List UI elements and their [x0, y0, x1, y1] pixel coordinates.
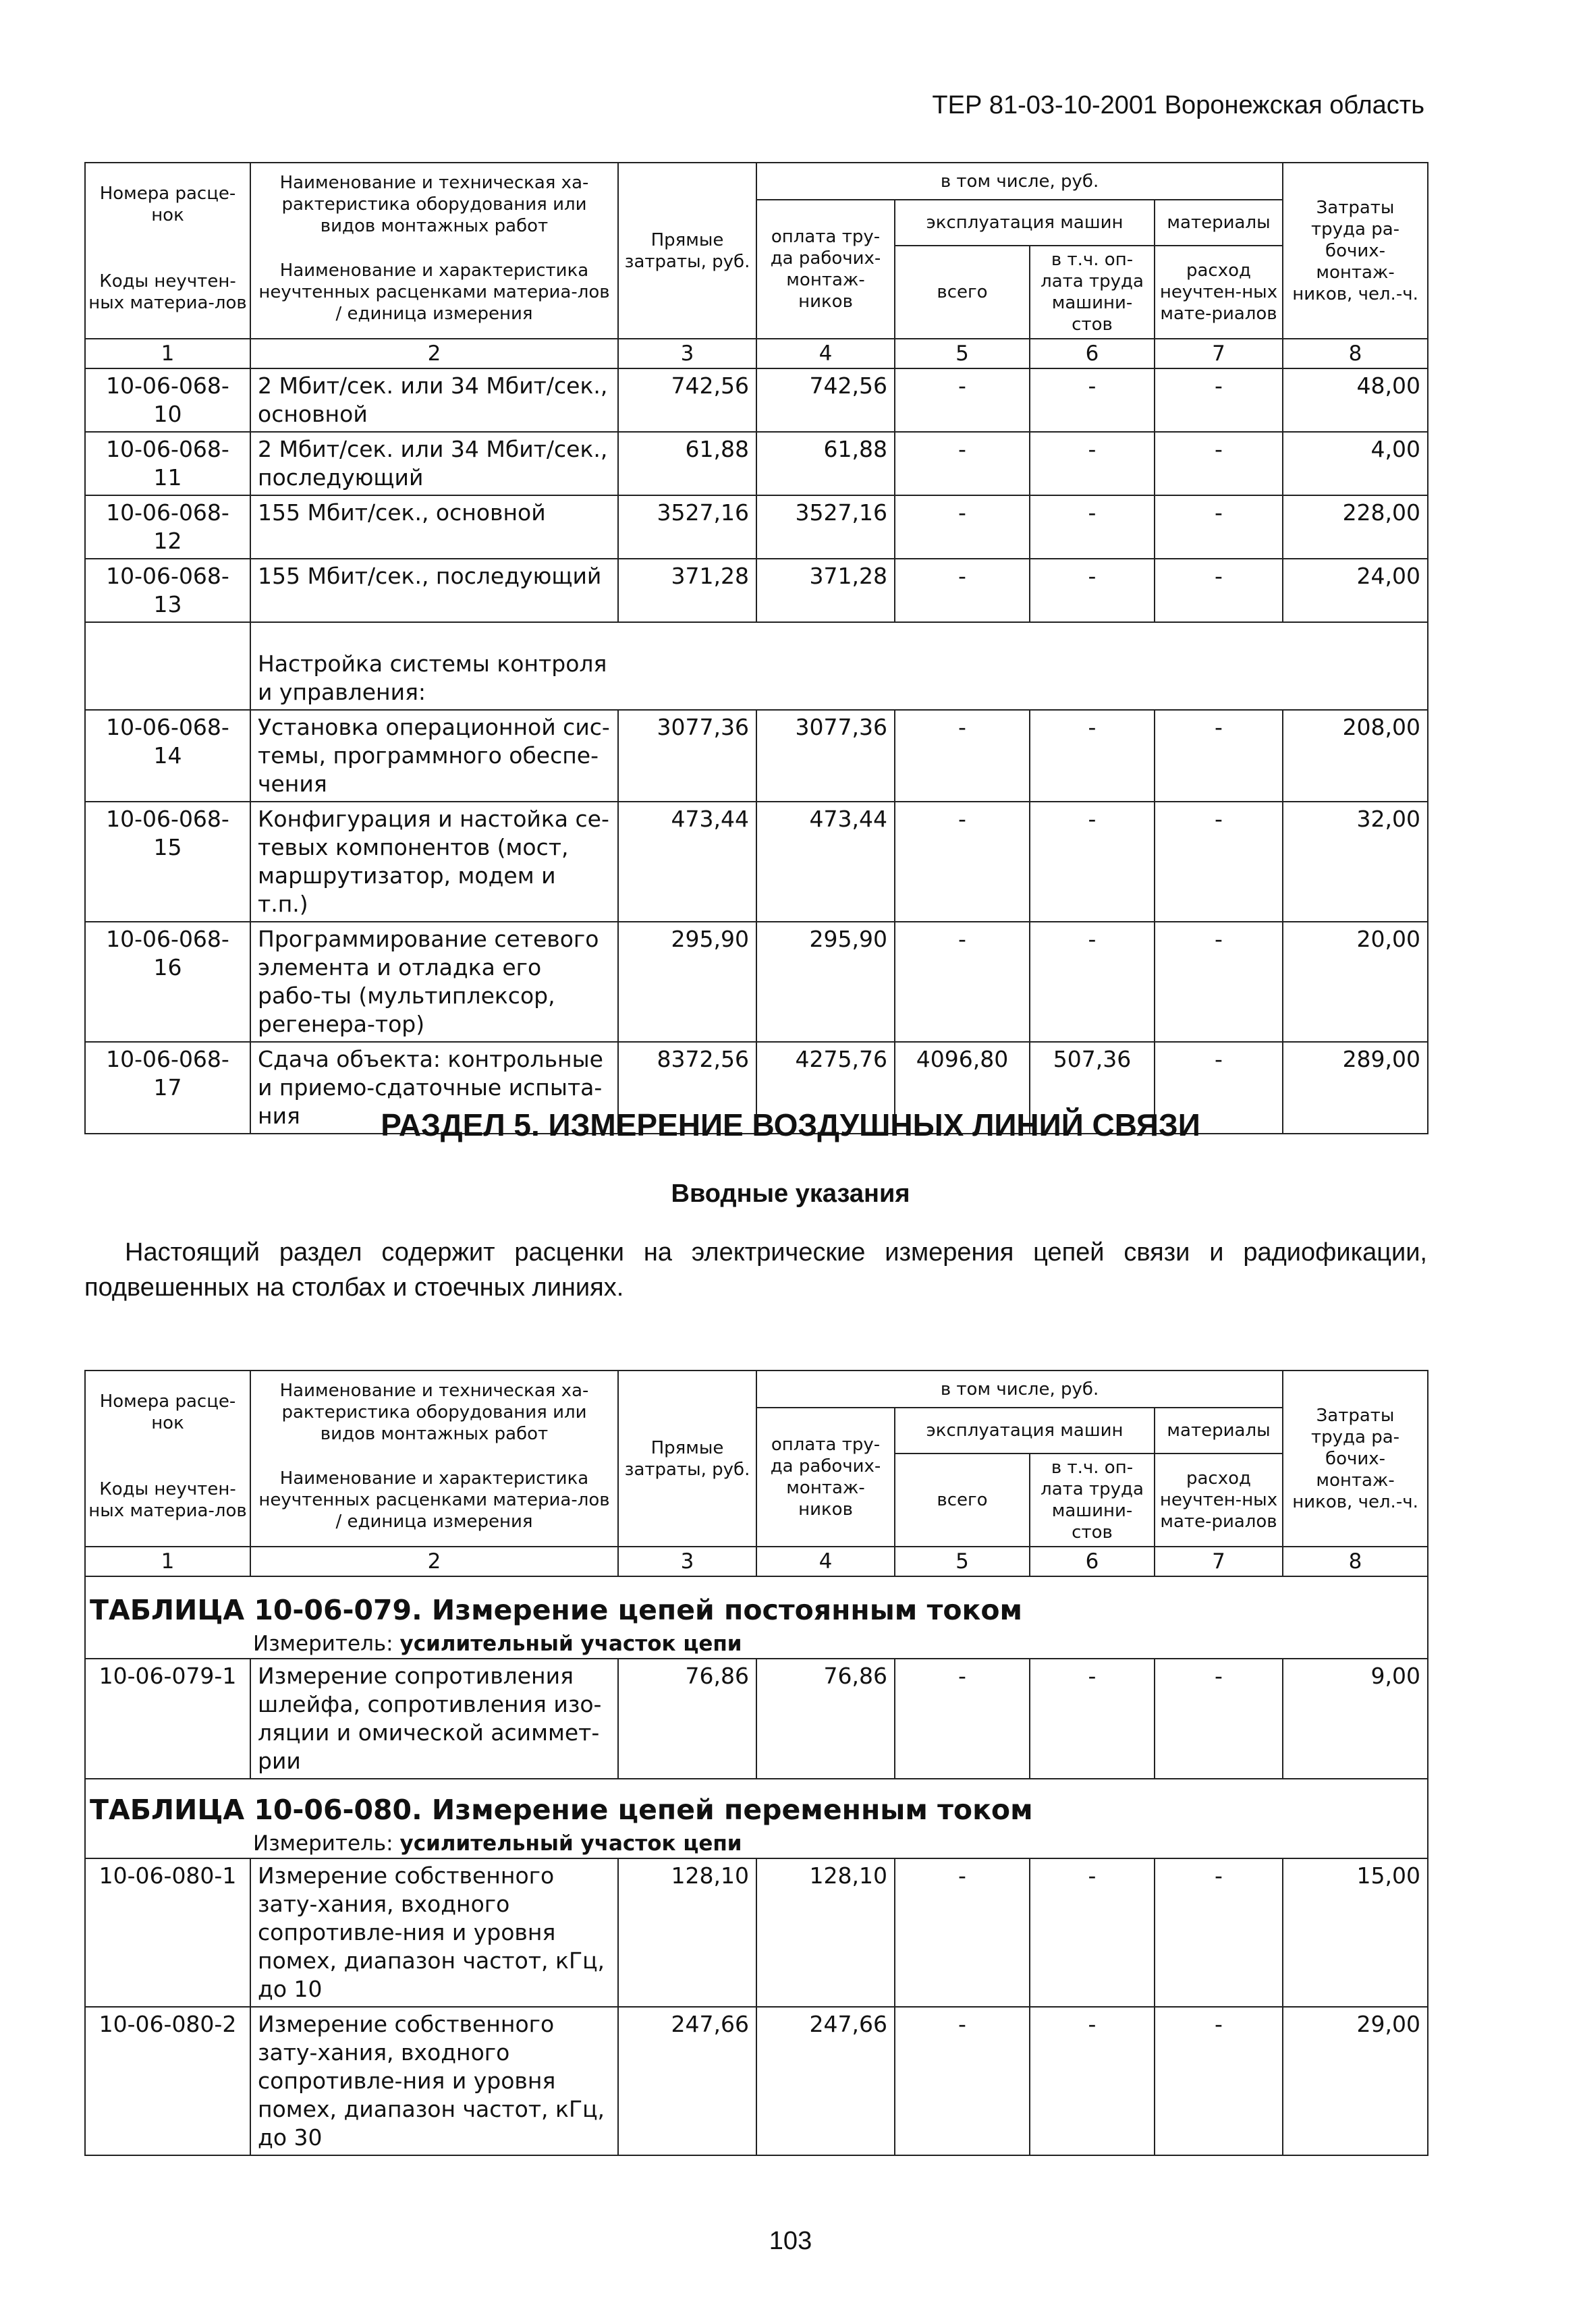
rate-name-cell: Измерение собственного зату-хания, входного сопротивле-ния и уровня помех, диапазон частот, кГц, до 10	[250, 1858, 618, 2007]
labor-cost-cell: 3077,36	[756, 710, 895, 802]
header-col5: всего	[895, 1454, 1030, 1547]
table-row	[85, 2007, 1428, 2155]
table1-rows-a	[85, 368, 1428, 622]
labor-cost-cell: 128,10	[756, 1858, 895, 2007]
direct-cost-cell: 3527,16	[618, 495, 756, 559]
header-col1-top: Номера расце-нок	[85, 163, 250, 246]
rate-name-cell: Конфигурация и настойка се-тевых компонентов (мост, маршрутизатор, модем и т.п.)	[250, 802, 618, 922]
machinists-cost-cell: -	[1030, 710, 1155, 802]
direct-cost-cell: 128,10	[618, 1858, 756, 2007]
header-col6: в т.ч. оп-лата труда машини-стов	[1030, 246, 1155, 339]
labor-hours-cell: 29,00	[1283, 2007, 1428, 2155]
materials-cost-cell: -	[1155, 2007, 1283, 2155]
rate-code-cell: 10-06-068-17	[85, 1042, 250, 1134]
machines-cost-cell: -	[895, 710, 1030, 802]
rates-table-1	[84, 162, 1429, 1134]
labor-hours-cell: 289,00	[1283, 1042, 1428, 1134]
meter-line	[85, 1628, 1428, 1659]
materials-cost-cell: -	[1155, 1659, 1283, 1779]
labor-hours-cell: 4,00	[1283, 432, 1428, 495]
header-col4: оплата тру-да рабочих-монтаж-ников	[756, 200, 895, 339]
machines-cost-cell: -	[895, 1659, 1030, 1779]
table-group-080	[85, 1779, 1428, 1858]
machinists-cost-cell: 507,36	[1030, 1042, 1155, 1134]
labor-cost-cell: 4275,76	[756, 1042, 895, 1134]
index-cell: 4	[756, 339, 895, 368]
header-col2-top: Наименование и техническая ха-рактеристика оборудования или видов монтажных работ	[250, 163, 618, 246]
meter-label: Измеритель:	[253, 1632, 393, 1656]
table2-group1-rows	[85, 1659, 1428, 1779]
machines-cost-cell: -	[895, 802, 1030, 922]
index-cell: 5	[895, 1547, 1030, 1576]
rate-name-cell: 155 Мбит/сек., основной	[250, 495, 618, 559]
machines-cost-cell: -	[895, 1858, 1030, 2007]
labor-cost-cell: 742,56	[756, 368, 895, 432]
rate-name-cell: Установка операционной сис-темы, программного обеспе-чения	[250, 710, 618, 802]
header-col3: Прямые затраты, руб.	[618, 163, 756, 339]
index-cell: 3	[618, 1547, 756, 1576]
rate-name-cell: Сдача объекта: контрольные и приемо-сдаточные испыта-ния	[250, 1042, 618, 1134]
index-row	[85, 339, 1428, 368]
machines-cost-cell: -	[895, 368, 1030, 432]
machinists-cost-cell: -	[1030, 559, 1155, 622]
rate-name-cell: 2 Мбит/сек. или 34 Мбит/сек., основной	[250, 368, 618, 432]
header-col7: расход неучтен-ных мате-риалов	[1155, 246, 1283, 339]
machinists-cost-cell: -	[1030, 2007, 1155, 2155]
labor-hours-cell: 48,00	[1283, 368, 1428, 432]
table2-group2-rows	[85, 1858, 1428, 2155]
labor-hours-cell: 24,00	[1283, 559, 1428, 622]
page-number: 103	[769, 2227, 812, 2255]
rate-code-cell: 10-06-068-12	[85, 495, 250, 559]
materials-cost-cell: -	[1155, 1042, 1283, 1134]
materials-cost-cell: -	[1155, 559, 1283, 622]
direct-cost-cell: 371,28	[618, 559, 756, 622]
rate-name-cell: 2 Мбит/сек. или 34 Мбит/сек., последующий	[250, 432, 618, 495]
table-row	[85, 1659, 1428, 1779]
section-title: РАЗДЕЛ 5. ИЗМЕРЕНИЕ ВОЗДУШНЫХ ЛИНИЙ СВЯЗИ	[381, 1107, 1200, 1142]
labor-cost-cell: 473,44	[756, 802, 895, 922]
labor-cost-cell: 247,66	[756, 2007, 895, 2155]
machines-cost-cell: 4096,80	[895, 1042, 1030, 1134]
table1-rows-b	[85, 710, 1428, 1134]
section-subtitle: Вводные указания	[671, 1180, 910, 1208]
index-cell: 8	[1283, 1547, 1428, 1576]
header-col1-bottom: Коды неучтен-ных материа-лов	[85, 246, 250, 339]
header-materials: материалы	[1155, 1408, 1283, 1454]
materials-cost-cell: -	[1155, 710, 1283, 802]
machines-cost-cell: -	[895, 559, 1030, 622]
index-cell: 2	[250, 1547, 618, 1576]
section-text: Настоящий раздел содержит расценки на электрические измерения цепей связи и радиофикации, подвешенных на столбах и стоечных линиях.	[84, 1238, 1427, 1302]
labor-hours-cell: 32,00	[1283, 802, 1428, 922]
header-col2-top: Наименование и техническая ха-рактеристика оборудования или видов монтажных работ	[250, 1371, 618, 1454]
machinists-cost-cell: -	[1030, 368, 1155, 432]
rate-code-cell: 10-06-080-1	[85, 1858, 250, 2007]
labor-cost-cell: 371,28	[756, 559, 895, 622]
labor-hours-cell: 9,00	[1283, 1659, 1428, 1779]
rate-code-cell: 10-06-079-1	[85, 1659, 250, 1779]
meter-label: Измеритель:	[253, 1831, 393, 1856]
rate-code-cell: 10-06-068-15	[85, 802, 250, 922]
rate-name-cell: Измерение сопротивления шлейфа, сопротивления изо-ляции и омической асиммет-рии	[250, 1659, 618, 1779]
machines-cost-cell: -	[895, 922, 1030, 1042]
machinists-cost-cell: -	[1030, 1659, 1155, 1779]
machines-cost-cell: -	[895, 495, 1030, 559]
table-row	[85, 432, 1428, 495]
index-cell: 7	[1155, 339, 1283, 368]
meter-line	[85, 1828, 1428, 1858]
header-col1-bottom: Коды неучтен-ных материа-лов	[85, 1454, 250, 1547]
header-col8: Затраты труда ра-бочих-монтаж-ников, чел.-ч.	[1283, 1371, 1428, 1547]
table-group-079	[85, 1576, 1428, 1659]
table-header	[85, 163, 1428, 368]
index-cell: 1	[85, 339, 250, 368]
header-col8: Затраты труда ра-бочих-монтаж-ников, чел.-ч.	[1283, 163, 1428, 339]
header-col2-bottom: Наименование и характеристика неучтенных расценками материа-лов / единица измерения	[250, 246, 618, 339]
labor-cost-cell: 3527,16	[756, 495, 895, 559]
rate-code-cell: 10-06-068-13	[85, 559, 250, 622]
direct-cost-cell: 3077,36	[618, 710, 756, 802]
header-col3: Прямые затраты, руб.	[618, 1371, 756, 1547]
rates-table-2	[84, 1370, 1429, 2156]
rate-code-cell: 10-06-068-11	[85, 432, 250, 495]
machinists-cost-cell: -	[1030, 802, 1155, 922]
rate-code-cell: 10-06-068-16	[85, 922, 250, 1042]
labor-cost-cell: 295,90	[756, 922, 895, 1042]
header-machines: эксплуатация машин	[895, 1408, 1155, 1454]
table-header	[85, 1371, 1428, 1576]
rate-name-cell: Измерение собственного зату-хания, входного сопротивле-ния и уровня помех, диапазон частот, кГц, до 30	[250, 2007, 618, 2155]
header-col2-bottom: Наименование и характеристика неучтенных расценками материа-лов / единица измерения	[250, 1454, 618, 1547]
materials-cost-cell: -	[1155, 802, 1283, 922]
running-header: ТЕР 81-03-10-2001 Воронежская область	[932, 91, 1424, 119]
machinists-cost-cell: -	[1030, 1858, 1155, 2007]
table-row	[85, 710, 1428, 802]
machines-cost-cell: -	[895, 2007, 1030, 2155]
table-row	[85, 922, 1428, 1042]
direct-cost-cell: 247,66	[618, 2007, 756, 2155]
machinists-cost-cell: -	[1030, 922, 1155, 1042]
rate-code-cell: 10-06-068-14	[85, 710, 250, 802]
index-cell: 3	[618, 339, 756, 368]
meter-value: усилительный участок цепи	[399, 1632, 742, 1656]
subhead-text: Настройка системы контроля и управления:	[250, 622, 618, 710]
table-row	[85, 495, 1428, 559]
header-incl: в том числе, руб.	[756, 163, 1283, 200]
labor-hours-cell: 15,00	[1283, 1858, 1428, 2007]
rate-code-cell: 10-06-068-10	[85, 368, 250, 432]
header-col5: всего	[895, 246, 1030, 339]
subhead-code-cell	[85, 622, 250, 710]
labor-cost-cell: 61,88	[756, 432, 895, 495]
direct-cost-cell: 61,88	[618, 432, 756, 495]
materials-cost-cell: -	[1155, 1858, 1283, 2007]
index-cell: 2	[250, 339, 618, 368]
index-cell: 6	[1030, 1547, 1155, 1576]
rate-name-cell: 155 Мбит/сек., последующий	[250, 559, 618, 622]
direct-cost-cell: 8372,56	[618, 1042, 756, 1134]
materials-cost-cell: -	[1155, 368, 1283, 432]
labor-cost-cell: 76,86	[756, 1659, 895, 1779]
materials-cost-cell: -	[1155, 495, 1283, 559]
rate-name-cell: Программирование сетевого элемента и отладка его рабо-ты (мультиплексор, регенера-тор)	[250, 922, 618, 1042]
direct-cost-cell: 76,86	[618, 1659, 756, 1779]
table-row	[85, 802, 1428, 922]
machines-cost-cell: -	[895, 432, 1030, 495]
index-cell: 4	[756, 1547, 895, 1576]
header-col6: в т.ч. оп-лата труда машини-стов	[1030, 1454, 1155, 1547]
table-title: ТАБЛИЦА 10-06-080. Измерение цепей переменным током	[85, 1779, 1428, 1828]
index-cell: 1	[85, 1547, 250, 1576]
index-cell: 8	[1283, 339, 1428, 368]
labor-hours-cell: 228,00	[1283, 495, 1428, 559]
header-incl: в том числе, руб.	[756, 1371, 1283, 1408]
subhead-empty	[618, 622, 1428, 710]
meter-value: усилительный участок цепи	[399, 1831, 742, 1856]
header-col7: расход неучтен-ных мате-риалов	[1155, 1454, 1283, 1547]
header-col4: оплата тру-да рабочих-монтаж-ников	[756, 1408, 895, 1547]
index-row	[85, 1547, 1428, 1576]
materials-cost-cell: -	[1155, 432, 1283, 495]
index-cell: 7	[1155, 1547, 1283, 1576]
labor-hours-cell: 20,00	[1283, 922, 1428, 1042]
machinists-cost-cell: -	[1030, 432, 1155, 495]
table-title: ТАБЛИЦА 10-06-079. Измерение цепей постоянным током	[85, 1576, 1428, 1628]
machinists-cost-cell: -	[1030, 495, 1155, 559]
direct-cost-cell: 742,56	[618, 368, 756, 432]
table-row	[85, 1858, 1428, 2007]
rate-code-cell: 10-06-080-2	[85, 2007, 250, 2155]
materials-cost-cell: -	[1155, 922, 1283, 1042]
direct-cost-cell: 295,90	[618, 922, 756, 1042]
header-machines: эксплуатация машин	[895, 200, 1155, 246]
table1-subhead	[85, 622, 1428, 710]
labor-hours-cell: 208,00	[1283, 710, 1428, 802]
header-col1-top: Номера расце-нок	[85, 1371, 250, 1454]
table-row	[85, 559, 1428, 622]
index-cell: 6	[1030, 339, 1155, 368]
header-materials: материалы	[1155, 200, 1283, 246]
index-cell: 5	[895, 339, 1030, 368]
direct-cost-cell: 473,44	[618, 802, 756, 922]
table-row	[85, 368, 1428, 432]
